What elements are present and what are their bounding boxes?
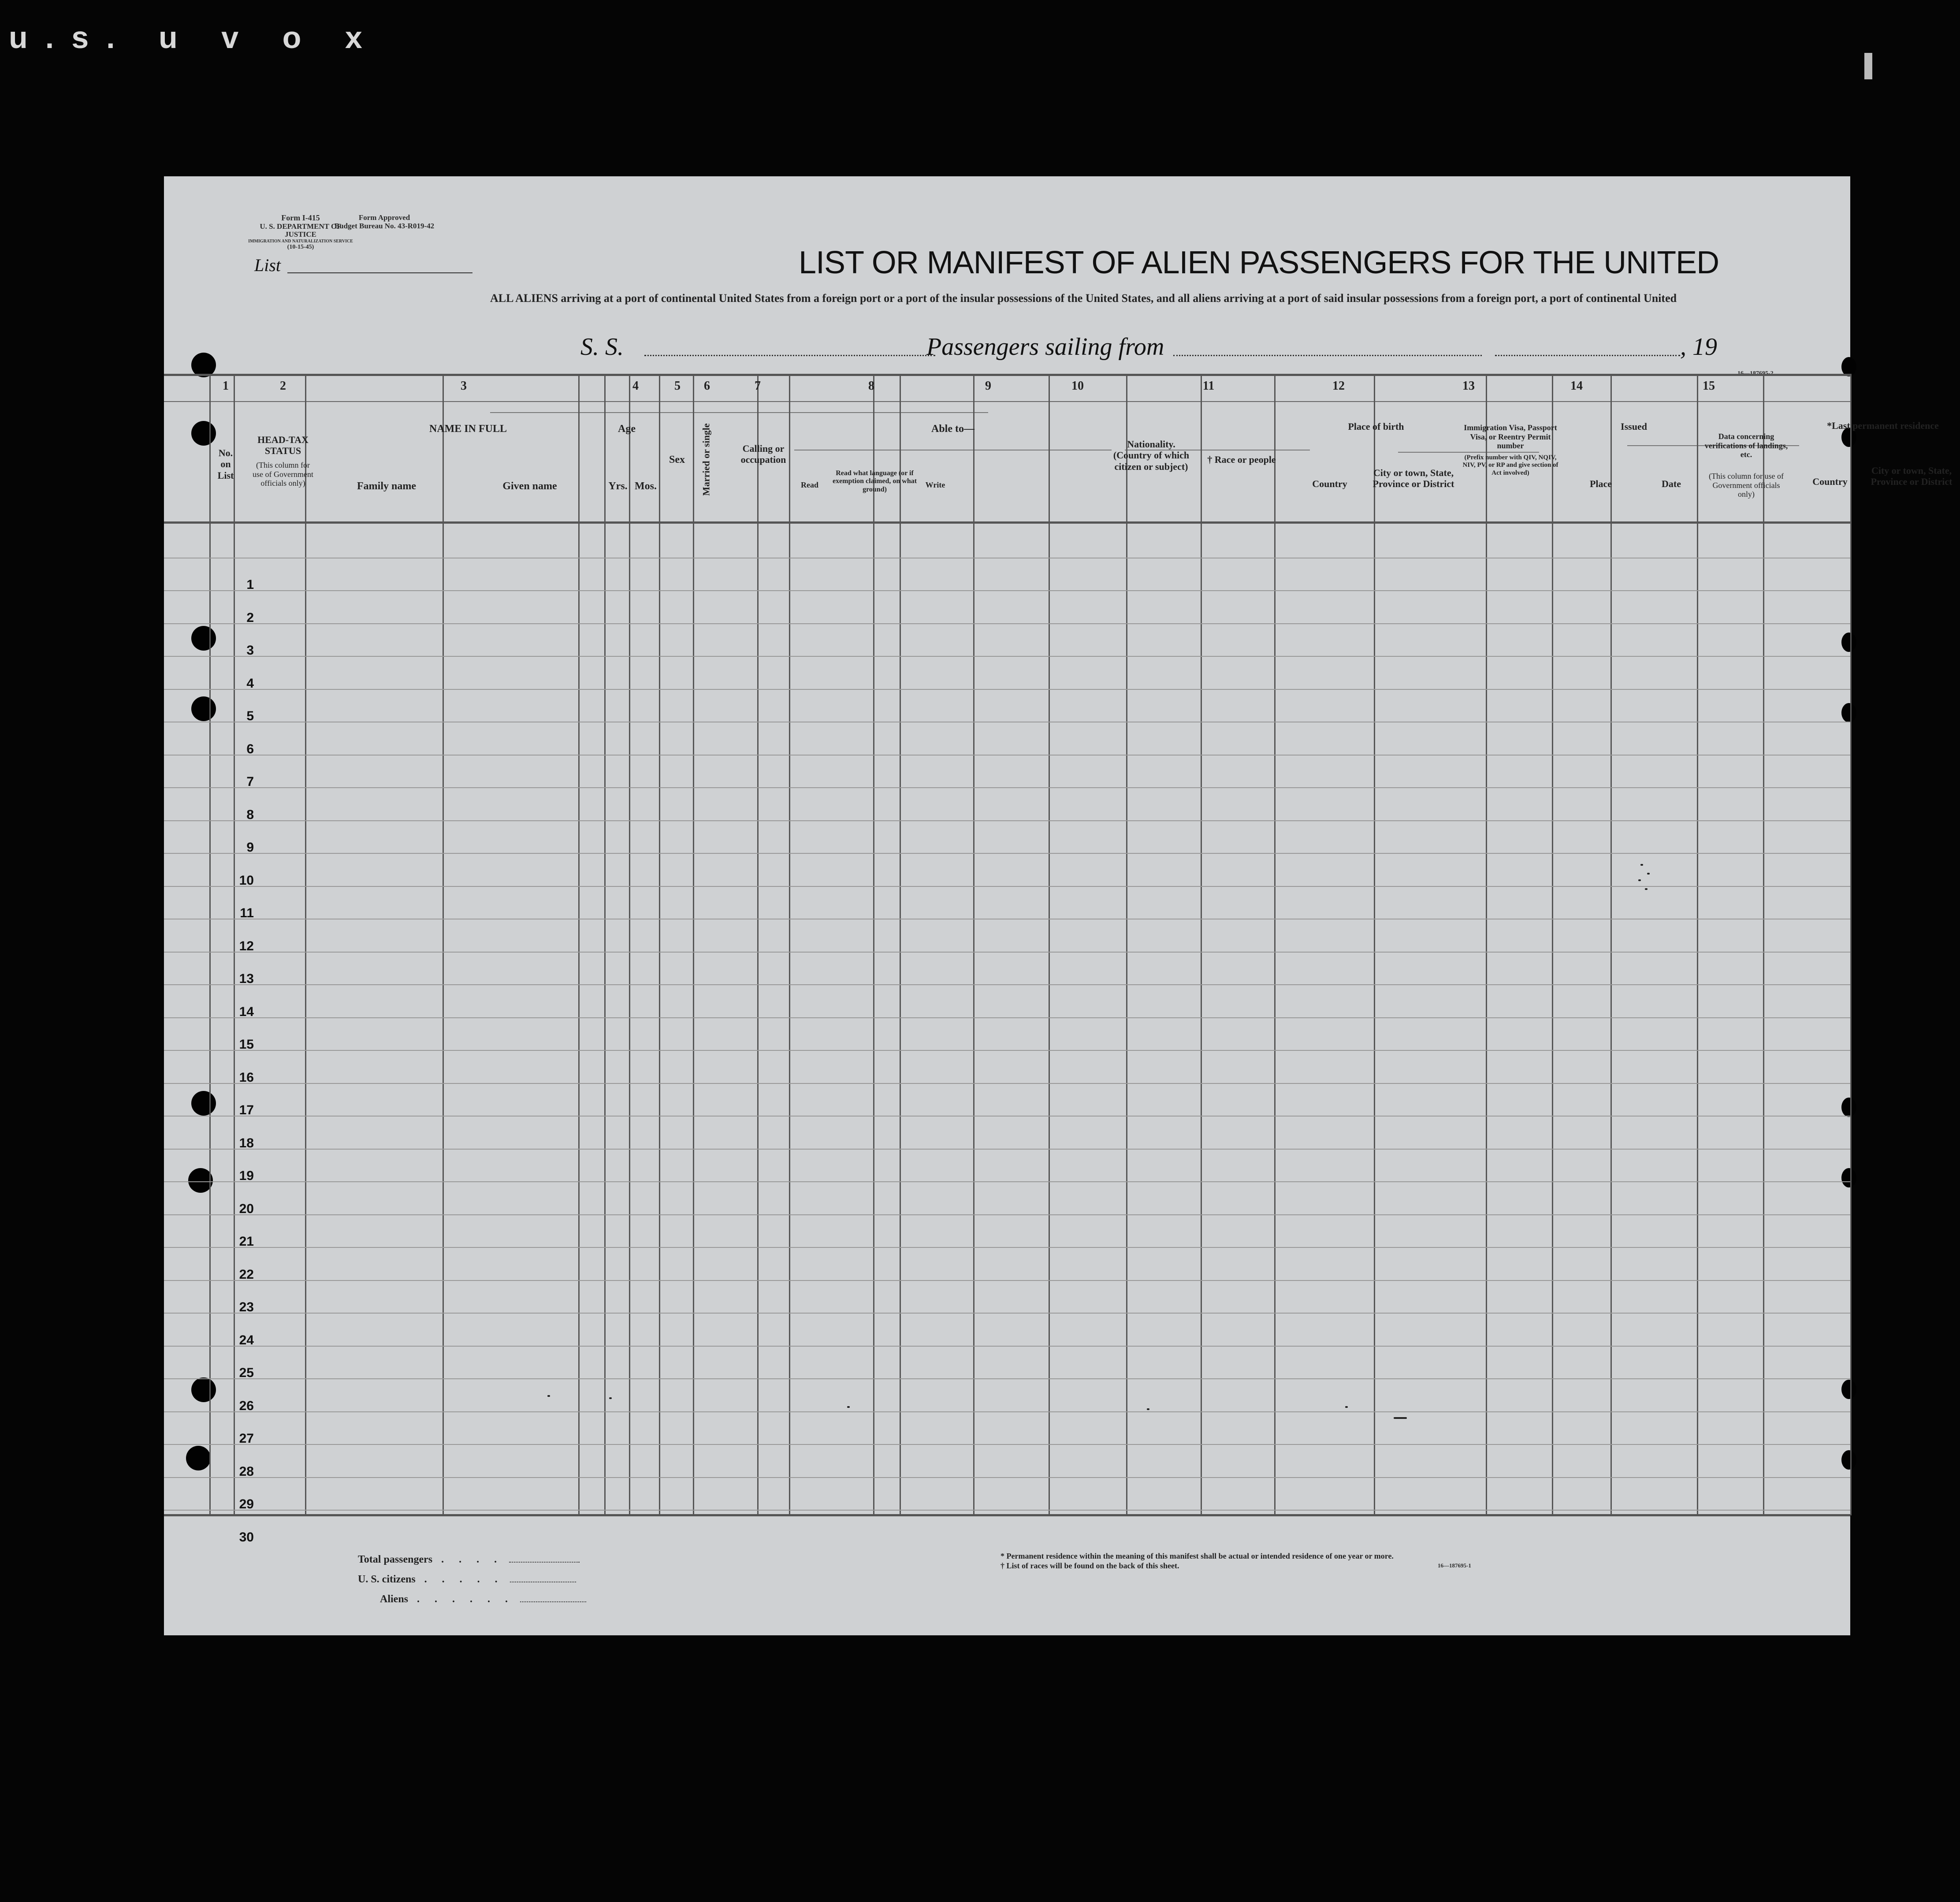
row-number: 29 bbox=[239, 1497, 254, 1511]
row-number: 20 bbox=[239, 1201, 254, 1216]
row-rule bbox=[164, 1116, 1850, 1117]
row-number: 17 bbox=[239, 1103, 254, 1117]
punch-hole bbox=[1841, 1380, 1856, 1399]
column-rule bbox=[1049, 374, 1050, 1515]
header-read: Read bbox=[801, 480, 818, 489]
rule bbox=[164, 374, 1850, 376]
column-rule bbox=[1610, 374, 1612, 1515]
row-rule bbox=[164, 1411, 1850, 1412]
header-birth-city: City or town, State, Province or District bbox=[1372, 467, 1454, 490]
punch-hole bbox=[191, 1377, 216, 1402]
col-number: 8 bbox=[868, 379, 874, 393]
header-birth-country: Country bbox=[1312, 478, 1347, 489]
us-citizens: U. S. citizens . . . . . bbox=[358, 1574, 576, 1586]
row-rule bbox=[164, 1510, 1850, 1511]
column-rule bbox=[1697, 374, 1698, 1515]
list-label: List bbox=[254, 255, 281, 275]
total-passengers: Total passengers . . . . bbox=[358, 1554, 580, 1566]
header-age: Age bbox=[618, 423, 636, 435]
row-number: 3 bbox=[246, 643, 254, 658]
row-rule bbox=[164, 1346, 1850, 1347]
column-rule bbox=[873, 374, 874, 1515]
date-code: (10-15-45) bbox=[287, 244, 314, 251]
column-rule bbox=[443, 374, 444, 1515]
header-family-name: Family name bbox=[357, 480, 416, 492]
row-number: 8 bbox=[246, 807, 254, 822]
column-rule bbox=[1201, 374, 1202, 1515]
header-no-on-list: No. on List bbox=[217, 447, 234, 481]
list-line bbox=[287, 272, 472, 273]
header-last-residence: *Last permanent residence bbox=[1827, 420, 1939, 431]
ss-line bbox=[644, 355, 935, 356]
column-rule bbox=[578, 374, 580, 1515]
column-rule bbox=[305, 374, 306, 1515]
sailing-line bbox=[1173, 355, 1482, 356]
row-rule bbox=[164, 1050, 1850, 1051]
row-rule bbox=[164, 1149, 1850, 1150]
header-yrs: Yrs. bbox=[608, 480, 628, 492]
punch-hole bbox=[1841, 703, 1856, 722]
budget-bureau: Budget Bureau No. 43-R019-42 bbox=[334, 221, 435, 230]
footnote-residence: * Permanent residence within the meaning of this manifest shall be actual or intended residence of one year or more. bbox=[1000, 1552, 1394, 1560]
punch-hole bbox=[186, 1446, 211, 1470]
header-given-name: Given name bbox=[502, 480, 557, 492]
row-number: 26 bbox=[239, 1398, 254, 1413]
row-rule bbox=[164, 853, 1850, 854]
header-read-language: Read what language (or if exemption claimed, on what ground) bbox=[832, 469, 917, 493]
col-number: 15 bbox=[1703, 379, 1715, 393]
punch-hole bbox=[191, 421, 216, 446]
total-passengers-label: Total passengers bbox=[358, 1554, 433, 1565]
row-rule bbox=[164, 755, 1850, 756]
department: U. S. DEPARTMENT OF JUSTICE bbox=[260, 222, 342, 239]
punch-hole bbox=[1841, 1450, 1856, 1470]
row-rule bbox=[164, 984, 1850, 985]
film-speck bbox=[1645, 888, 1648, 890]
film-speck bbox=[609, 1397, 612, 1399]
header-nationality: Nationality. (Country of which citizen or subject) bbox=[1113, 439, 1190, 472]
header-residence-city: City or town, State, Province or District bbox=[1871, 465, 1953, 488]
column-rule bbox=[1763, 374, 1764, 1515]
row-rule bbox=[164, 623, 1850, 624]
row-number: 22 bbox=[239, 1267, 254, 1282]
header-married: Married or single bbox=[700, 423, 712, 496]
aliens-label: Aliens bbox=[380, 1593, 409, 1605]
column-rule bbox=[693, 374, 694, 1515]
punch-hole bbox=[1841, 1168, 1856, 1187]
column-rule bbox=[1486, 374, 1487, 1515]
row-rule bbox=[164, 952, 1850, 953]
row-rule bbox=[164, 1083, 1850, 1084]
row-rule bbox=[164, 689, 1850, 690]
col-number: 9 bbox=[985, 379, 991, 393]
film-speck bbox=[847, 1406, 850, 1408]
row-rule bbox=[164, 1378, 1850, 1379]
row-number: 15 bbox=[239, 1037, 254, 1052]
header-name-in-full: NAME IN FULL bbox=[429, 423, 507, 435]
header-place-of-birth: Place of birth bbox=[1348, 421, 1404, 432]
col-number: 12 bbox=[1332, 379, 1345, 393]
row-rule bbox=[164, 1214, 1850, 1215]
sailing-label: Passengers sailing from bbox=[926, 333, 1164, 361]
col-number: 3 bbox=[461, 379, 467, 393]
header-issued-place: Place bbox=[1589, 478, 1612, 489]
film-edge-marks: u.s. u v o x bbox=[9, 20, 380, 55]
row-rule bbox=[164, 886, 1850, 887]
rule bbox=[164, 401, 1850, 402]
column-rule bbox=[1374, 374, 1375, 1515]
row-rule bbox=[164, 590, 1850, 591]
row-number: 25 bbox=[239, 1366, 254, 1380]
row-rule bbox=[164, 1181, 1850, 1182]
header-landings-note: (This column for use of Government officials only) bbox=[1709, 472, 1784, 499]
column-rule bbox=[1850, 374, 1852, 1515]
row-number: 6 bbox=[246, 741, 254, 756]
row-rule bbox=[164, 787, 1850, 788]
film-speck bbox=[547, 1395, 550, 1397]
column-rule bbox=[659, 374, 660, 1515]
header-sex: Sex bbox=[669, 454, 685, 465]
header-head-tax-note: (This column for use of Government officials only) bbox=[253, 461, 313, 488]
column-rule bbox=[604, 374, 606, 1515]
row-rule bbox=[164, 1313, 1850, 1314]
year-label: , 19 bbox=[1680, 333, 1717, 361]
row-rule bbox=[164, 1247, 1850, 1248]
column-rule bbox=[973, 374, 974, 1515]
aliens: Aliens . . . . . . bbox=[380, 1593, 586, 1605]
row-rule bbox=[164, 656, 1850, 657]
col-number: 11 bbox=[1202, 379, 1215, 393]
form-number: Form I-415 bbox=[281, 213, 320, 222]
punch-hole bbox=[1841, 633, 1856, 652]
column-rule bbox=[757, 374, 759, 1515]
row-number: 30 bbox=[239, 1530, 254, 1545]
film-speck bbox=[1147, 1408, 1149, 1410]
row-number: 10 bbox=[239, 873, 254, 888]
film-speck bbox=[1647, 873, 1650, 875]
manifest-sheet bbox=[164, 176, 1953, 1635]
punch-hole bbox=[191, 1091, 216, 1116]
col-number: 7 bbox=[755, 379, 761, 393]
row-number: 2 bbox=[246, 610, 254, 625]
film-edge-mark-right bbox=[1864, 53, 1872, 79]
rule bbox=[490, 412, 988, 413]
form-approved: Form Approved bbox=[358, 213, 410, 222]
film-speck bbox=[1640, 864, 1643, 866]
header-mos: Mos. bbox=[635, 480, 657, 492]
us-citizens-label: U. S. citizens bbox=[358, 1574, 416, 1585]
row-number: 23 bbox=[239, 1300, 254, 1314]
row-number: 4 bbox=[246, 676, 254, 691]
row-number: 28 bbox=[239, 1464, 254, 1479]
col-number: 6 bbox=[704, 379, 710, 393]
row-number: 18 bbox=[239, 1135, 254, 1150]
header-able-to: Able to— bbox=[931, 423, 974, 435]
col-number: 10 bbox=[1071, 379, 1084, 393]
row-number: 24 bbox=[239, 1333, 254, 1347]
row-rule bbox=[164, 1280, 1850, 1281]
column-rule bbox=[629, 374, 630, 1515]
row-number: 19 bbox=[239, 1169, 254, 1183]
header-visa: Immigration Visa, Passport Visa, or Reentry Permit number bbox=[1464, 423, 1557, 450]
page-title: LIST OR MANIFEST OF ALIEN PASSENGERS FOR THE UNITED bbox=[799, 245, 1719, 280]
rule bbox=[164, 521, 1850, 524]
service: IMMIGRATION AND NATURALIZATION SERVICE bbox=[248, 239, 353, 244]
approval-block bbox=[314, 214, 455, 230]
row-number: 7 bbox=[246, 774, 254, 789]
header-issued: Issued bbox=[1621, 421, 1647, 432]
header-head-tax: HEAD-TAX STATUS bbox=[257, 434, 309, 457]
rule bbox=[164, 1514, 1850, 1516]
row-rule bbox=[164, 1017, 1850, 1018]
film-speck bbox=[1345, 1406, 1348, 1408]
row-number: 9 bbox=[246, 840, 254, 855]
header-race: † Race or people bbox=[1207, 454, 1276, 465]
header-calling: Calling or occupation bbox=[740, 443, 786, 465]
punch-hole bbox=[1841, 1098, 1856, 1117]
film-speck bbox=[1394, 1417, 1407, 1419]
print-code-bottom: 16—187695-1 bbox=[1438, 1562, 1471, 1569]
row-number: 16 bbox=[239, 1070, 254, 1085]
date-line bbox=[1495, 355, 1680, 356]
column-rule bbox=[1274, 374, 1276, 1515]
row-rule bbox=[164, 820, 1850, 821]
col-number: 5 bbox=[674, 379, 681, 393]
row-rule bbox=[164, 1444, 1850, 1445]
rule bbox=[1398, 452, 1539, 453]
row-number: 11 bbox=[240, 906, 254, 920]
punch-hole bbox=[191, 696, 216, 721]
col-number: 14 bbox=[1570, 379, 1583, 393]
row-number: 13 bbox=[239, 971, 254, 986]
film-speck bbox=[1638, 879, 1641, 881]
footnote-races: † List of races will be found on the back of this sheet. bbox=[1000, 1561, 1179, 1570]
row-number: 27 bbox=[239, 1431, 254, 1446]
col-number: 1 bbox=[223, 379, 229, 393]
header-write: Write bbox=[925, 480, 945, 489]
page-subtitle: ALL ALIENS arriving at a port of continental United States from a foreign port or a port of the insular possessions of the United States, and all aliens arriving at a port of said insular possessions from a foreign port, a port of continental United bbox=[490, 292, 1677, 305]
col-number: 2 bbox=[280, 379, 286, 393]
row-number: 1 bbox=[246, 577, 254, 592]
row-number: 12 bbox=[239, 938, 254, 953]
column-rule bbox=[1126, 374, 1127, 1515]
row-number: 14 bbox=[239, 1004, 254, 1019]
column-rule bbox=[789, 374, 790, 1515]
header-landings: Data concerning verifications of landings, etc. bbox=[1704, 432, 1788, 459]
row-number: 21 bbox=[239, 1234, 254, 1249]
punch-hole bbox=[191, 626, 216, 651]
column-rule bbox=[209, 374, 211, 1515]
header-residence-country: Country bbox=[1812, 476, 1848, 487]
ss-label: S. S. bbox=[580, 333, 624, 361]
column-rule bbox=[1552, 374, 1553, 1515]
row-number: 5 bbox=[246, 709, 254, 723]
col-number: 4 bbox=[632, 379, 639, 393]
col-number: 13 bbox=[1462, 379, 1475, 393]
header-issued-date: Date bbox=[1662, 478, 1681, 489]
row-rule bbox=[164, 1477, 1850, 1478]
header-visa-note: (Prefix number with QIV, NQIV, NIV, PV, or RP and give section of Act involved) bbox=[1462, 454, 1558, 476]
column-rule bbox=[900, 374, 901, 1515]
